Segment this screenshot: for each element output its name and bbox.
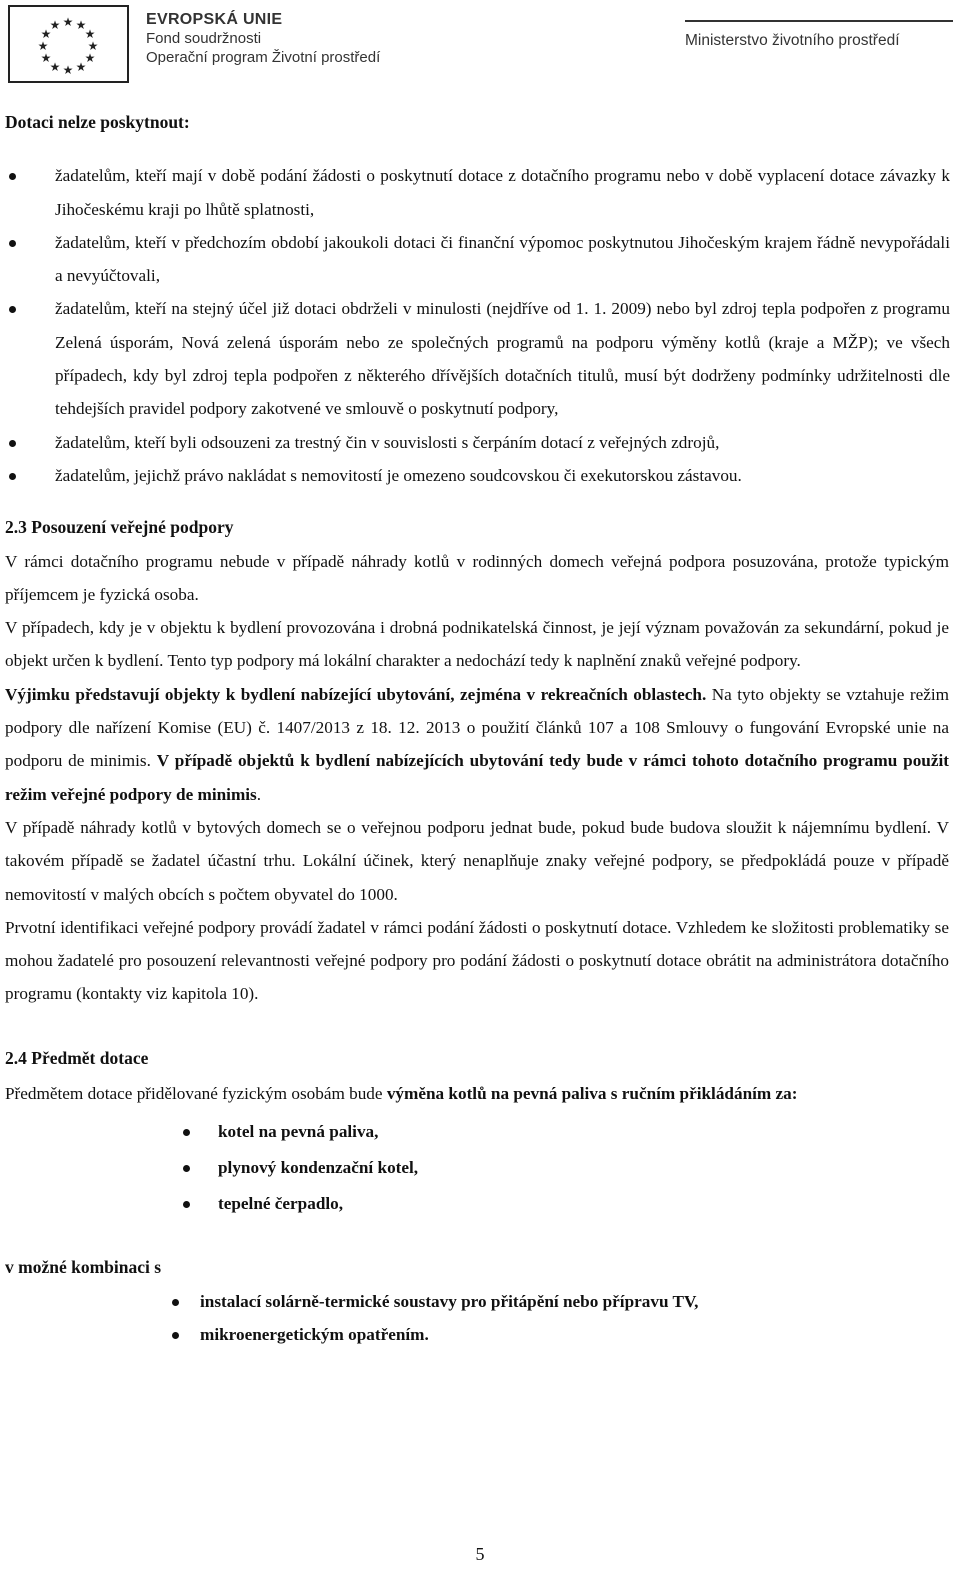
svg-text:★: ★: [37, 39, 49, 53]
bullet-icon: [9, 473, 16, 480]
svg-text:★: ★: [87, 39, 99, 53]
exclusions-heading: Dotaci nelze poskytnout:: [5, 112, 190, 132]
bullet-icon: [9, 240, 16, 247]
svg-text:★: ★: [62, 63, 74, 77]
bullet-icon: [9, 440, 16, 447]
ministry-name: Ministerstvo životního prostředí: [685, 32, 900, 49]
eu-line-1: EVROPSKÁ UNIE: [146, 11, 283, 28]
text: .: [256, 784, 262, 804]
list-item: [0, 1114, 952, 1150]
ministry-logo: [685, 20, 953, 50]
text: Na tyto objekty se vztahuje režim podpory dle nařízení Komise (EU) č. 1407/2013 z 18. 12. 2013 o použití článků 107 a 108 Smlouvy o fungování Evropské unie na podporu de minimis.: [5, 684, 949, 771]
bullet-icon: [183, 1165, 190, 1172]
paragraph: V případech, kdy je v objektu k bydlení provozována i drobná podnikatelská činnost, je její význam považován za sekundární, pokud je objekt určen k bydlení. Tento typ podpory má lokální charakter a nedochází tedy k naplnění znaků veřejné podpory.: [5, 618, 949, 671]
svg-text:★: ★: [75, 18, 87, 32]
text: Předmětem dotace přidělované fyzickým osobám bude: [5, 1084, 387, 1104]
svg-text:★: ★: [75, 60, 87, 74]
bullet-icon: [9, 173, 16, 180]
bold-text: V případě objektů k bydlení nabízejících ubytování tedy bude v rámci tohoto dotačního programu použit režim veřejné podpory de minimis: [5, 751, 949, 804]
eu-line-3: Operační program Životní prostředí: [146, 49, 381, 66]
list-item-text: tepelné čerpadlo,: [218, 1194, 344, 1214]
page-header: [0, 0, 960, 90]
page-number: 5: [475, 1544, 485, 1564]
eu-stars-icon: [10, 7, 127, 81]
svg-text:★: ★: [49, 18, 61, 32]
exclusions-list: [0, 159, 952, 492]
combination-list: [0, 1285, 952, 1352]
svg-text:★: ★: [40, 27, 52, 41]
paragraph: [5, 678, 949, 811]
list-item-text: žadatelům, kteří v předchozím období jakoukoli dotaci či finanční výpomoc poskytnutou Jihočeským krajem řádně nevypořádali a nevyúčtovali,: [55, 232, 950, 286]
eu-program-text: [146, 10, 380, 67]
replacement-list: [0, 1114, 952, 1222]
svg-text:★: ★: [49, 60, 61, 74]
list-item: [0, 459, 950, 492]
list-item-text: plynový kondenzační kotel,: [218, 1158, 419, 1178]
bold-text: výměna kotlů na pevná paliva s ručním přikládáním za:: [386, 1084, 798, 1104]
svg-text:★: ★: [62, 15, 74, 29]
section-heading-2-4: 2.4 Předmět dotace: [5, 1047, 149, 1068]
ministry-rule: [685, 20, 953, 22]
bullet-icon: [9, 306, 16, 313]
bullet-icon: [172, 1299, 179, 1306]
list-item-text: instalací solárně-termické soustavy pro přitápění nebo přípravu TV,: [200, 1291, 699, 1311]
list-item: [0, 426, 950, 459]
list-item: [0, 1285, 952, 1319]
svg-text:★: ★: [40, 51, 52, 65]
list-item: [0, 159, 950, 226]
combination-label: v možné kombinaci s: [5, 1257, 162, 1278]
paragraph: Prvotní identifikaci veřejné podpory provádí žadatel v rámci podání žádosti o poskytnutí dotace. Vzhledem ke složitosti problematiky se mohou žadatelé pro posouzení relevantnosti veřejné podpory pro podání žádosti o poskytnutí dotace obrátit na administrátora dotačního programu (kontakty viz kapitola 10).: [5, 917, 949, 1004]
list-item-text: kotel na pevná paliva,: [218, 1122, 379, 1142]
bullet-icon: [172, 1332, 179, 1339]
svg-text:★: ★: [84, 51, 96, 65]
section-heading-2-3: 2.3 Posouzení veřejné podpory: [5, 517, 234, 538]
paragraph: [5, 1077, 949, 1110]
bullet-icon: [183, 1129, 190, 1136]
list-item: [0, 1318, 952, 1352]
list-item: [0, 226, 950, 293]
list-item: [0, 292, 950, 425]
list-item: [0, 1186, 952, 1222]
paragraph: V rámci dotačního programu nebude v případě náhrady kotlů v rodinných domech veřejná podpora posuzována, protože typickým příjemcem je fyzická osoba.: [5, 551, 949, 604]
list-item-text: mikroenergetickým opatřením.: [200, 1325, 429, 1345]
list-item: [0, 1150, 952, 1186]
svg-text:★: ★: [84, 27, 96, 41]
list-item-text: žadatelům, kteří na stejný účel již dotaci obdrželi v minulosti (nejdříve od 1. 1. 2009) nebo byl zdroj tepla podpořen z programu Zelená úsporám, Nová zelená úsporám nebo ze společných programů na podporu výměny kotlů (kraje a MŽP); ve všech případech, kdy byl zdroj tepla podpořen z některého dřívějších dotačních titulů, musí být dodrženy podmínky udržitelnosti dle tehdejších pravidel podpory zakotvené ve smlouvě o poskytnutí podpory,: [55, 299, 950, 419]
eu-line-2: Fond soudržnosti: [146, 30, 262, 47]
list-item-text: žadatelům, jejichž právo nakládat s nemovitostí je omezeno soudcovskou či exekutorskou zástavou.: [55, 465, 742, 485]
list-item-text: žadatelům, kteří byli odsouzeni za trestný čin v souvislosti s čerpáním dotací z veřejných zdrojů,: [55, 432, 720, 452]
list-item-text: žadatelům, kteří mají v době podání žádosti o poskytnutí dotace z dotačního programu nebo v době vyplacení dotace závazky k Jihočeskému kraji po lhůtě splatnosti,: [55, 166, 950, 219]
bold-text: Výjimku představují objekty k bydlení nabízející ubytování, zejména v rekreačních oblastech.: [5, 684, 707, 704]
bullet-icon: [183, 1201, 190, 1208]
document-body: [0, 106, 952, 1352]
paragraph: V případě náhrady kotlů v bytových domech se o veřejnou podporu jednat bude, pokud bude budova sloužit k nájemnímu bydlení. V takovém případě se žadatel účastní trhu. Lokální účinek, který nenaplňuje znaky veřejné podpory, se předpokládá pouze v případě nemovitostí v malých obcích s počtem obyvatel do 1000.: [5, 817, 949, 904]
eu-flag-logo: [8, 5, 129, 83]
